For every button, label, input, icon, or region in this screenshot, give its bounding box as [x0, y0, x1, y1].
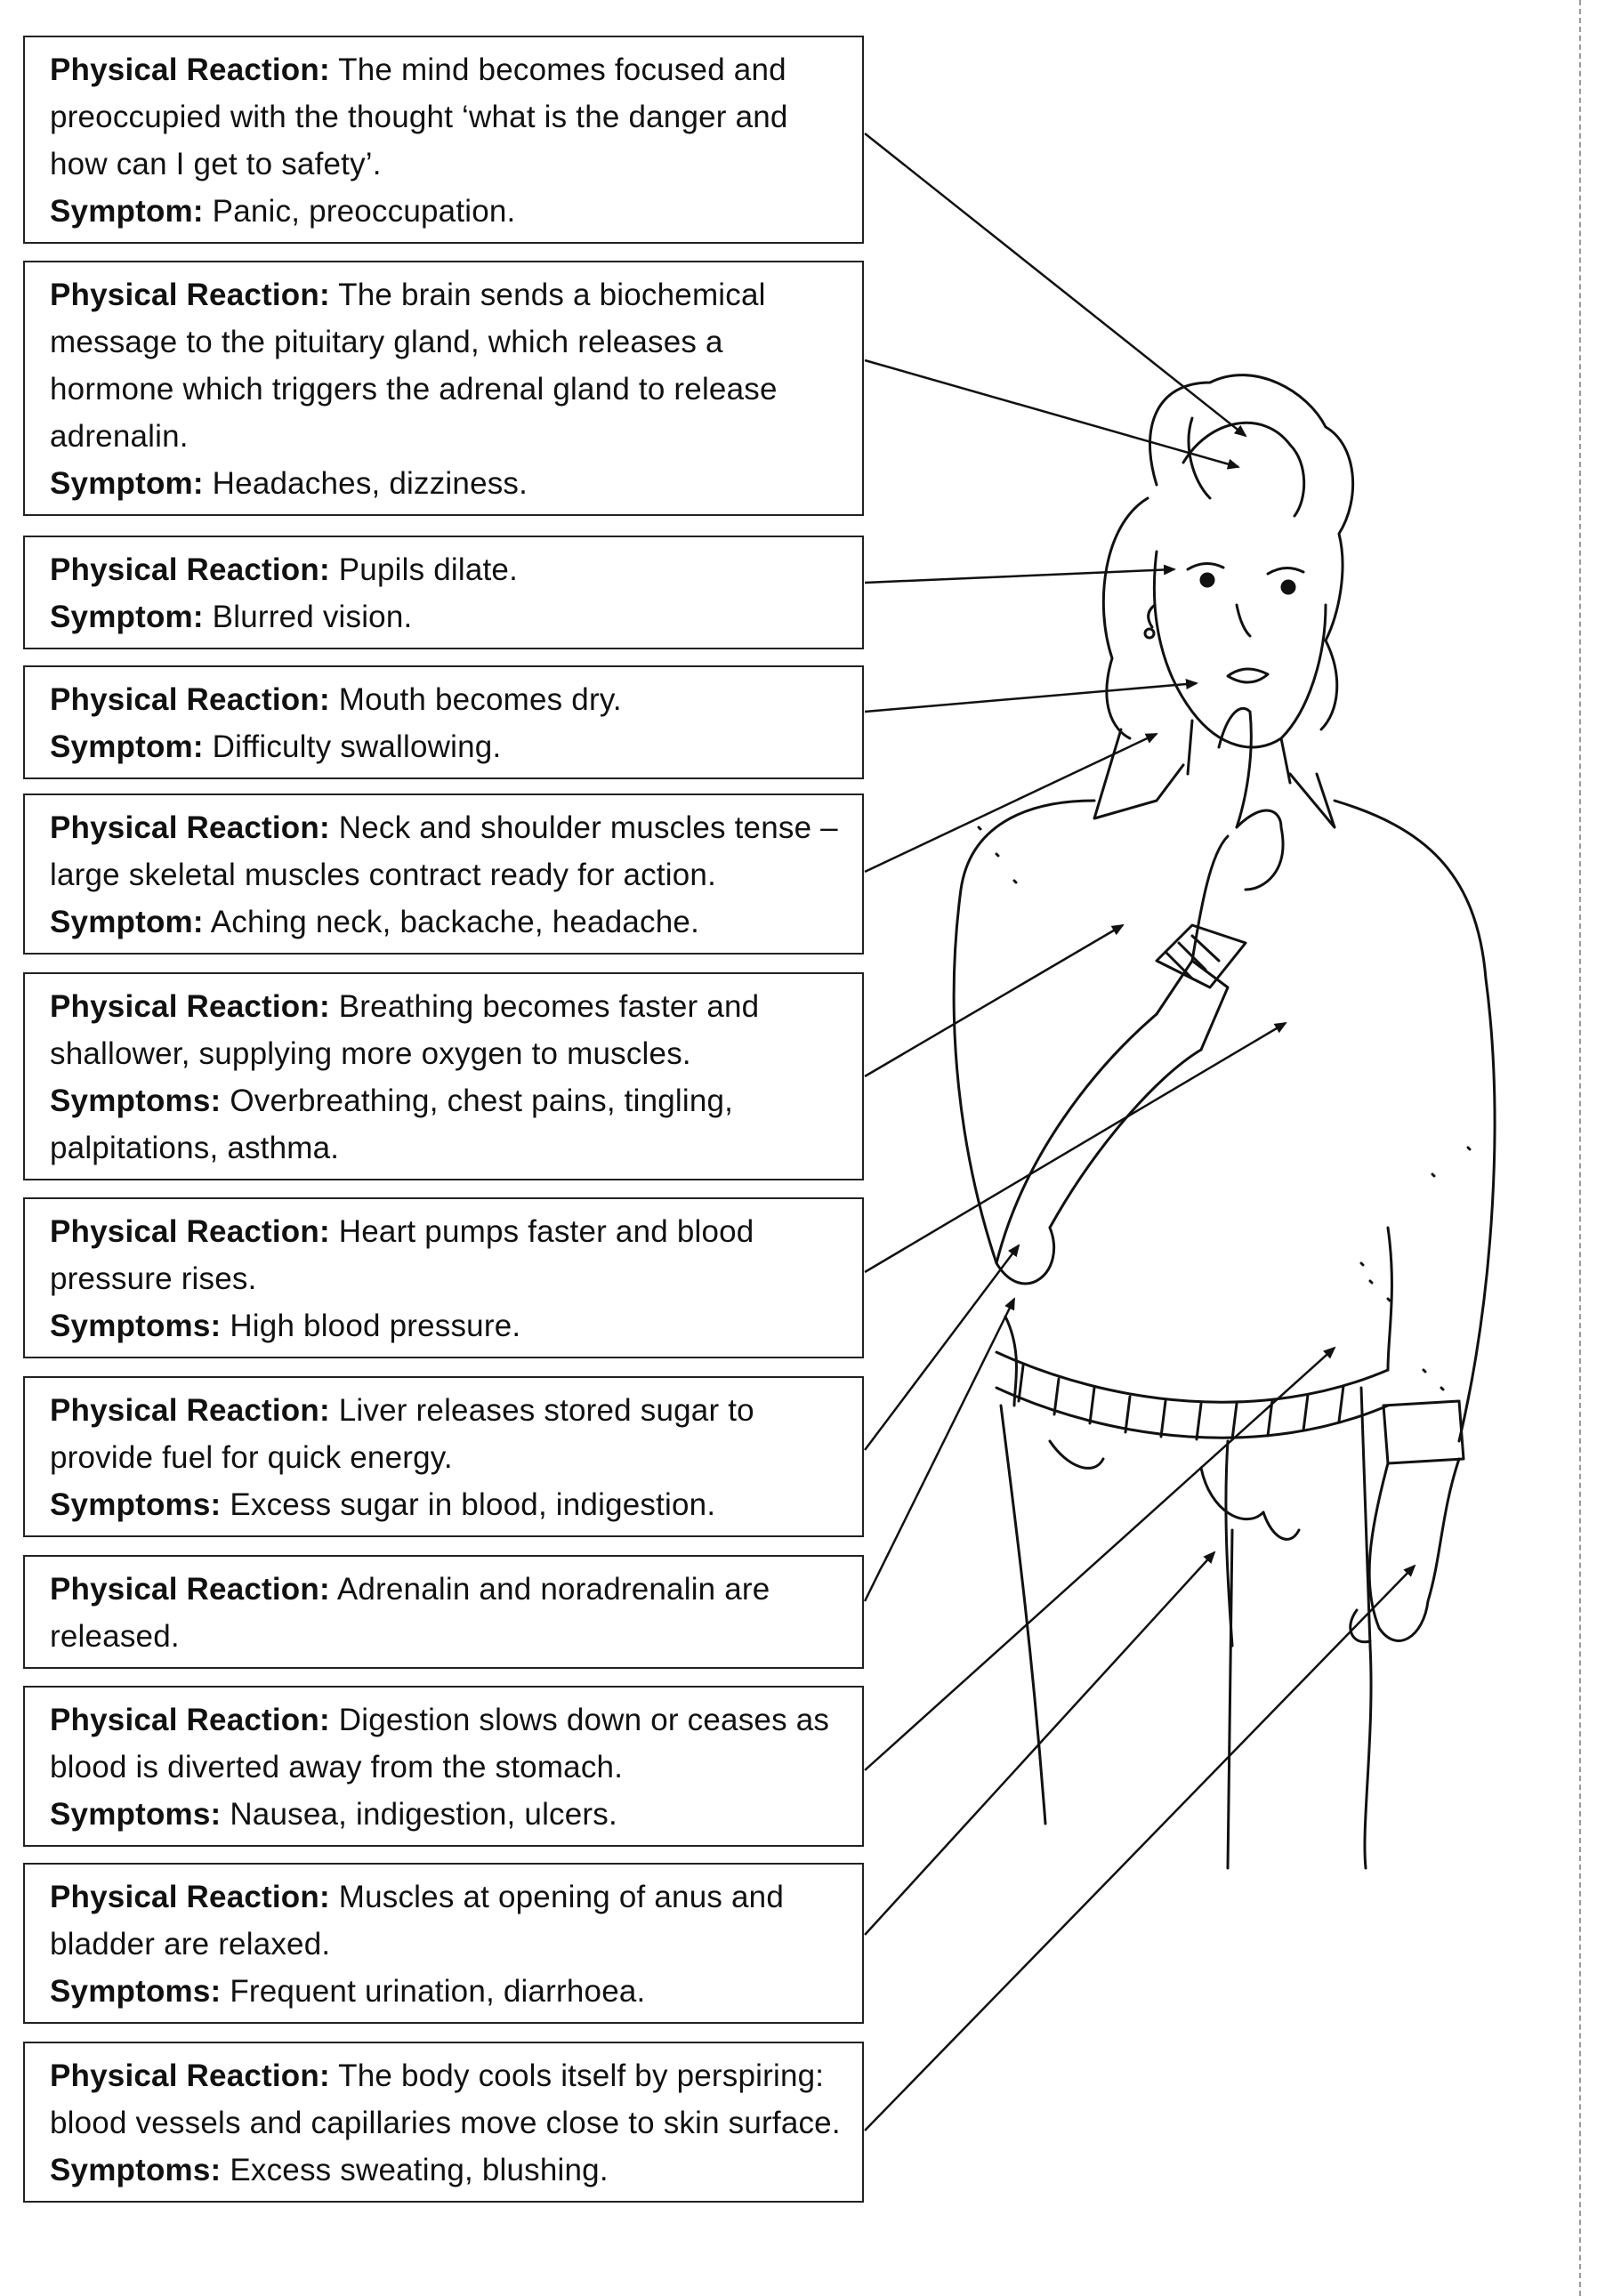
- symptom-line: Symptoms: Frequent urination, diarrhoea.: [50, 1974, 646, 2009]
- symptom-line: Symptom: Panic, preoccupation.: [50, 194, 516, 229]
- reaction-box-liver: [23, 1376, 864, 1537]
- symptom-line: Symptom: Aching neck, backache, headache.: [50, 905, 700, 939]
- reaction-line: Physical Reaction: The brain sends a biochemical message to the pituitary gland, which releases a hormone which triggers the adrenal gland to release adrenalin.: [50, 278, 778, 454]
- symptom-line: Symptoms: Nausea, indigestion, ulcers.: [50, 1797, 617, 1832]
- reaction-line: Physical Reaction: The mind becomes focused and preoccupied with the thought ‘what is the danger and how can I get to safety’.: [50, 52, 788, 181]
- reaction-line: Physical Reaction: Neck and shoulder muscles tense – large skeletal muscles contract ready for action.: [50, 810, 838, 892]
- reaction-box-neck: [23, 794, 864, 955]
- reaction-line: Physical Reaction: Adrenalin and noradrenalin are released.: [50, 1572, 770, 1654]
- reaction-line: Physical Reaction: Mouth becomes dry.: [50, 682, 622, 717]
- symptom-line: Symptom: Difficulty swallowing.: [50, 729, 502, 764]
- symptom-line: Symptoms: High blood pressure.: [50, 1309, 521, 1343]
- reaction-box-digestion: [23, 1686, 864, 1847]
- reaction-line: Physical Reaction: Muscles at opening of anus and bladder are relaxed.: [50, 1880, 784, 1962]
- reaction-box-mouth: [23, 665, 864, 779]
- reaction-line: Physical Reaction: Pupils dilate.: [50, 552, 519, 587]
- symptom-line: Symptoms: Excess sugar in blood, indigestion.: [50, 1487, 716, 1522]
- reaction-line: Physical Reaction: Breathing becomes faster and shallower, supplying more oxygen to muscles.: [50, 989, 760, 1071]
- symptom-line: Symptoms: Overbreathing, chest pains, tingling, palpitations, asthma.: [50, 1084, 734, 1165]
- reaction-box-pupils: [23, 536, 864, 649]
- reaction-box-breathing: [23, 972, 864, 1180]
- symptom-line: Symptom: Blurred vision.: [50, 600, 413, 634]
- reaction-line: Physical Reaction: Digestion slows down or ceases as blood is diverted away from the stomach.: [50, 1703, 830, 1784]
- reaction-line: Physical Reaction: Heart pumps faster and blood pressure rises.: [50, 1214, 754, 1296]
- reaction-box-sweating: [23, 2042, 864, 2203]
- reaction-line: Physical Reaction: The body cools itself by perspiring: blood vessels and capillaries move close to skin surface.: [50, 2058, 841, 2140]
- reaction-box-brain: [23, 261, 864, 516]
- reaction-box-heart: [23, 1197, 864, 1358]
- symptom-line: Symptom: Headaches, dizziness.: [50, 466, 528, 501]
- symptom-line: Symptoms: Excess sweating, blushing.: [50, 2153, 609, 2187]
- reaction-line: Physical Reaction: Liver releases stored sugar to provide fuel for quick energy.: [50, 1393, 754, 1475]
- reaction-box-bladder: [23, 1863, 864, 2024]
- reaction-box-adrenalin: [23, 1555, 864, 1669]
- reaction-box-mind: [23, 36, 864, 244]
